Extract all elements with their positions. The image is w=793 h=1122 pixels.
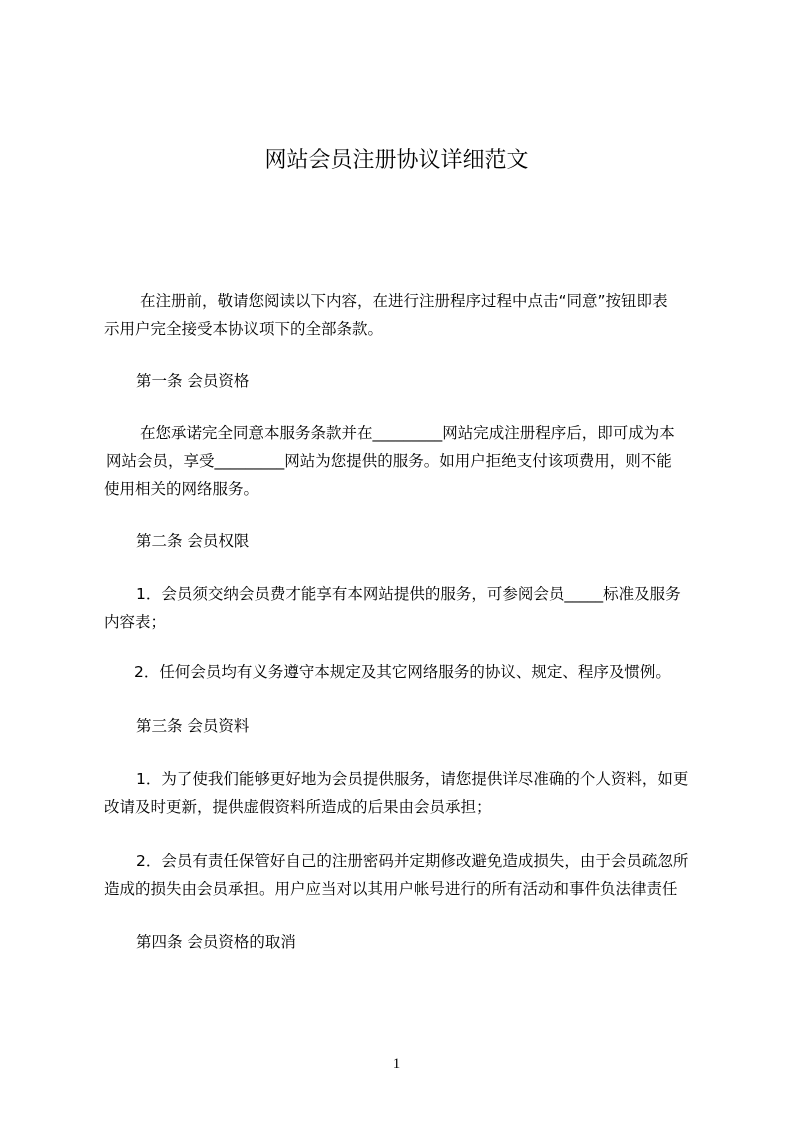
- section-heading: 第二条 会员权限: [136, 532, 250, 550]
- paragraph-intro-line: 示用户完全接受本协议项下的全部条款。: [104, 320, 384, 338]
- paragraph-line: 2．任何会员均有义务遵守本规定及其它网络服务的协议、规定、程序及惯例。: [134, 663, 671, 681]
- paragraph-intro-line: 在注册前，敬请您阅读以下内容，在进行注册程序过程中点击“同意”按钮即表: [140, 292, 668, 310]
- paragraph-line: 1．为了使我们能够更好地为会员提供服务，请您提供详尽准确的个人资料，如更: [136, 770, 689, 788]
- paragraph-line: 内容表；: [104, 613, 167, 631]
- paragraph-line: 网站会员，享受_________网站为您提供的服务。如用户拒绝支付该项费用，则不能: [106, 452, 672, 470]
- paragraph-line: 2．会员有责任保管好自己的注册密码并定期修改避免造成损失，由于会员疏忽所: [136, 852, 689, 870]
- section-heading: 第一条 会员资格: [136, 372, 250, 390]
- paragraph-line: 1．会员须交纳会员费才能享有本网站提供的服务，可参阅会员_____标准及服务: [136, 585, 681, 603]
- section-heading: 第三条 会员资料: [136, 717, 250, 735]
- paragraph-line: 造成的损失由会员承担。用户应当对以其用户帐号进行的所有活动和事件负法律责任: [104, 880, 678, 898]
- page-number: 1: [392, 1056, 401, 1072]
- document-title: 网站会员注册协议详细范文: [264, 148, 529, 173]
- paragraph-line: 使用相关的网络服务。: [104, 480, 260, 498]
- paragraph-line: 在您承诺完全同意本服务条款并在_________网站完成注册程序后，即可成为本: [140, 424, 675, 442]
- paragraph-line: 改请及时更新，提供虚假资料所造成的后果由会员承担；: [104, 798, 492, 816]
- section-heading: 第四条 会员资格的取消: [136, 933, 296, 951]
